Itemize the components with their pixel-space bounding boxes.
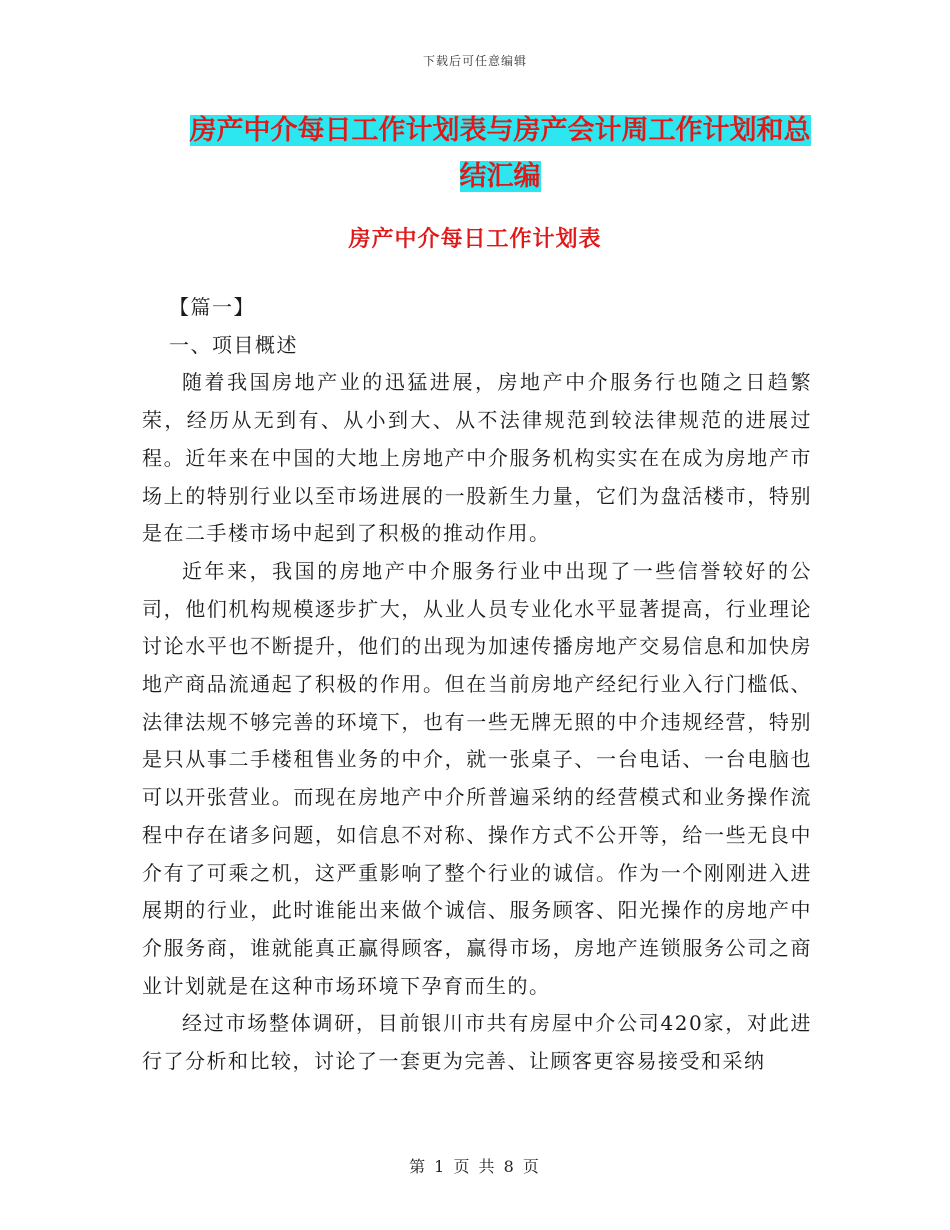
- paragraph: 经过市场整体调研，目前银川市共有房屋中介公司420家，对此进行了分析和比较，讨论了一套更为完善、让顾客更容易接受和采纳: [142, 1011, 812, 1074]
- section-heading: 一、项目概述: [169, 332, 298, 357]
- title-line-1: 房产中介每日工作计划表与房产会计周工作计划和总: [189, 115, 811, 146]
- body-text: [142, 289, 812, 1081]
- header-note: 下载后可任意编辑: [422, 54, 527, 68]
- document-title: [150, 108, 850, 200]
- section-title: 房产中介每日工作计划表: [348, 226, 602, 252]
- paragraph: 随着我国房地产业的迅猛进展，房地产中介服务行也随之日趋繁荣，经历从无到有、从小到大、从不法律规范到较法律规范的进展过程。近年来在中国的大地上房地产中介服务机构实实在在成为房地产市场上的特别行业以至市场进展的一股新生力量，它们为盘活楼市，特别是在二手楼市场中起到了积极的推动作用。: [142, 370, 812, 546]
- part-label: 【篇一】: [169, 295, 255, 319]
- page-footer: 第 1 页 共 8 页: [409, 1157, 541, 1176]
- title-line-2: 结汇编: [459, 161, 541, 192]
- paragraph: 近年来，我国的房地产中介服务行业中出现了一些信誉较好的公司，他们机构规模逐步扩大，从业人员专业化水平显著提高，行业理论讨论水平也不断提升，他们的出现为加速传播房地产交易信息和加快房地产商品流通起了积极的作用。但在当前房地产经纪行业入行门槛低、法律法规不够完善的环境下，也有一些无牌无照的中介违规经营，特别是只从事二手楼租售业务的中介，就一张桌子、一台电话、一台电脑也可以开张营业。而现在房地产中介所普遍采纳的经营模式和业务操作流程中存在诸多问题，如信息不对称、操作方式不公开等，给一些无良中介有了可乘之机，这严重影响了整个行业的诚信。作为一个刚刚进入进展期的行业，此时谁能出来做个诚信、服务顾客、阳光操作的房地产中介服务商，谁就能真正赢得顾客，赢得市场，房地产连锁服务公司之商业计划就是在这种市场环境下孕育而生的。: [142, 558, 812, 998]
